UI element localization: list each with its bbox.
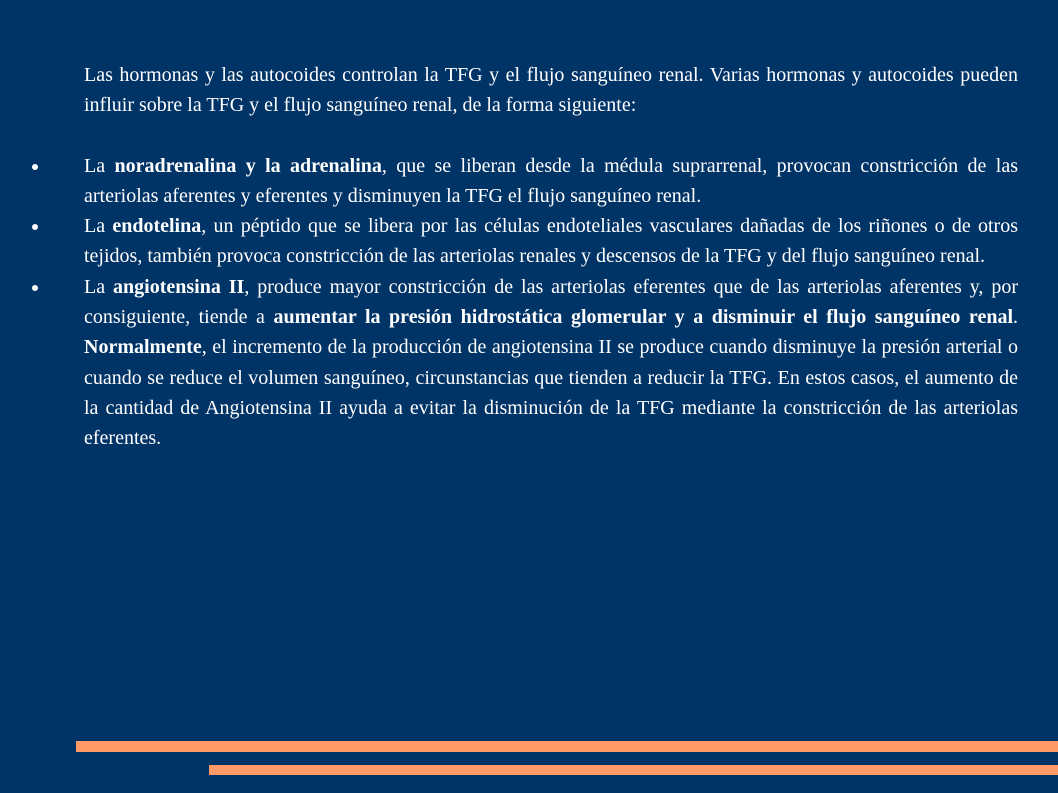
bullet-item-noradrenalina bbox=[84, 151, 1018, 212]
bullet-text: La bbox=[84, 215, 113, 238]
decorative-bar-bottom bbox=[209, 765, 1058, 775]
bullet-item-angiotensina bbox=[84, 272, 1018, 454]
bullet-text: La bbox=[84, 154, 115, 177]
bullet-bold-word: Normalmente bbox=[84, 336, 202, 359]
bullet-bold-term: noradrenalina y la adrenalina bbox=[114, 154, 382, 177]
bullet-text: , produce mayor constricción de las arteriolas eferentes que de las arteriolas aferentes y, por consiguiente, tiende a bbox=[84, 275, 1018, 329]
bullet-bold-term: endotelina bbox=[112, 215, 202, 238]
decorative-bar-top bbox=[76, 741, 1058, 752]
slide-body bbox=[84, 60, 1018, 454]
bullet-text: . bbox=[1013, 306, 1019, 329]
bullet-dot-icon bbox=[32, 285, 38, 291]
bullet-text: , un péptido que se libera por las células endoteliales vasculares dañadas de los riñones o de otros tejidos, también provoca constricción de las arteriolas renales y descensos de la TFG y del flujo sanguíneo renal. bbox=[84, 215, 1019, 268]
bullet-bold-phrase: aumentar la presión hidrostática glomerular y a disminuir el flujo sanguíneo renal bbox=[273, 306, 1014, 329]
bullet-list bbox=[84, 151, 1018, 454]
bullet-dot-icon bbox=[32, 164, 38, 170]
bullet-text: La bbox=[84, 275, 114, 298]
bullet-dot-icon bbox=[32, 224, 38, 230]
bullet-item-endotelina bbox=[84, 211, 1018, 272]
bullet-text: , el incremento de la producción de angiotensina II se produce cuando disminuye la presión arterial o cuando se reduce el volumen sanguíneo, circunstancias que tienden a reducir la TFG. En estos casos, el aumento de la cantidad de Angiotensina II ayuda a evitar la disminución de la TFG mediante la constricción de las arteriolas eferentes. bbox=[84, 336, 1018, 450]
bullet-bold-term: angiotensina II bbox=[113, 275, 245, 298]
intro-paragraph: Las hormonas y las autocoides controlan la TFG y el flujo sanguíneo renal. Varias hormonas y autocoides pueden influir sobre la TFG y el flujo sanguíneo renal, de la forma siguiente: bbox=[84, 64, 1018, 117]
bullet-text: , que se liberan desde la médula suprarrenal, provocan constricción de las arteriolas aferentes y eferentes y disminuyen la TFG el flujo sanguíneo renal. bbox=[84, 154, 1019, 207]
